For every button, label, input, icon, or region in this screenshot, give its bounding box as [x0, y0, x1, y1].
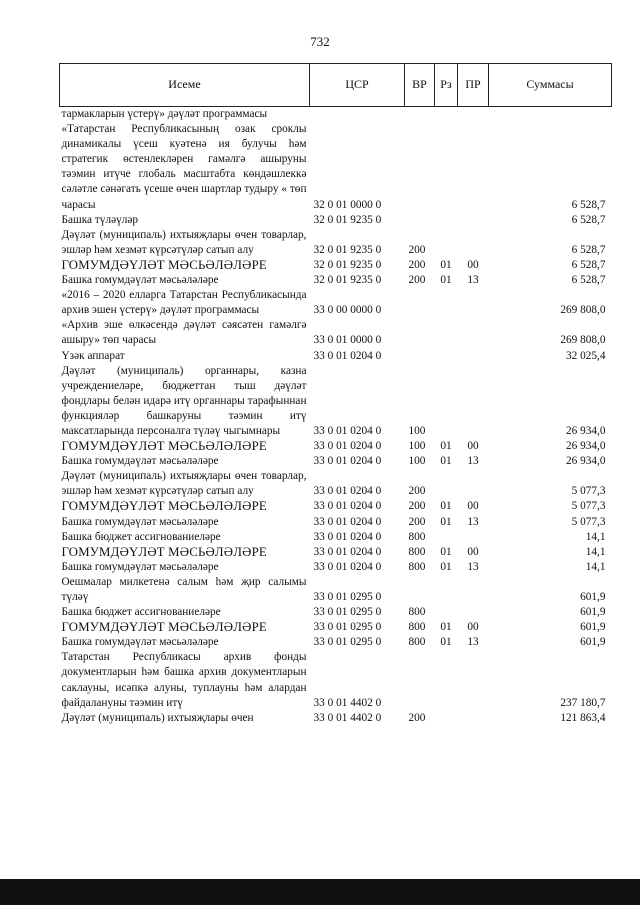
cell-rz: [435, 349, 458, 364]
cell-csr: 33 0 01 0204 0: [313, 515, 382, 528]
cell-csr: 33 0 01 4402 0: [313, 711, 382, 724]
cell-rz: [435, 288, 458, 318]
cell-vr: 200: [408, 243, 426, 256]
cell-csr: 33 0 01 0204 0: [313, 485, 382, 498]
cell-pr: 00: [467, 258, 479, 271]
cell-name: ГОМУМДӘҮЛӘТ МӘСЬӘЛӘЛӘРЕ: [61, 499, 267, 514]
cell-sum: 26 934,0: [565, 455, 606, 468]
cell-rz: [435, 213, 458, 228]
cell-name: Башка гомумдәүләт мәсьәләләре: [61, 560, 219, 573]
cell-sum: 121 863,4: [560, 711, 606, 724]
table-row: [60, 620, 612, 635]
cell-vr: [405, 318, 435, 348]
cell-name: Үзәк аппарат: [61, 349, 125, 362]
cell-name: ГОМУМДӘҮЛӘТ МӘСЬӘЛӘЛӘРЕ: [61, 257, 267, 272]
cell-name: Татарстан Республикасы архив фонды документларын һәм башка архив документларын саклауны, исәпкә алуны, туплауны һәм алардан файдалануны тәэмин итү: [61, 651, 307, 709]
cell-vr: 100: [408, 455, 426, 468]
cell-rz: [435, 107, 458, 123]
cell-rz: [435, 575, 458, 605]
cell-vr: [405, 650, 435, 710]
cell-sum: 5 077,3: [571, 515, 606, 528]
table-row: [60, 545, 612, 560]
cell-sum: 14,1: [585, 545, 606, 558]
cell-sum: 26 934,0: [565, 440, 606, 453]
cell-vr: 800: [408, 545, 426, 558]
cell-vr: 200: [408, 711, 426, 724]
cell-vr: 800: [408, 530, 426, 543]
cell-pr: [458, 228, 489, 258]
cell-vr: [405, 349, 435, 364]
cell-vr: 200: [408, 515, 426, 528]
cell-pr: 13: [467, 636, 479, 649]
cell-vr: [405, 213, 435, 228]
cell-sum: 6 528,7: [571, 274, 606, 287]
cell-csr: 32 0 01 9235 0: [313, 213, 382, 226]
cell-name: Оешмалар милкетенә салым һәм җир салымы түләү: [61, 575, 307, 603]
cell-rz: 01: [440, 636, 452, 649]
cell-name: «2016 – 2020 елларга Татарстан Республикасында архив эшен үстерү» дәүләт программасы: [61, 289, 307, 317]
cell-csr: 33 0 01 0204 0: [313, 440, 382, 453]
cell-vr: [405, 107, 435, 123]
cell-rz: 01: [440, 560, 452, 573]
cell-csr: 33 0 01 0295 0: [313, 636, 382, 649]
cell-pr: [458, 469, 489, 499]
cell-pr: [458, 364, 489, 439]
scan-bottom-edge: [0, 879, 640, 905]
cell-sum: 6 528,7: [571, 213, 606, 226]
table-row: [60, 454, 612, 469]
cell-csr: 33 0 01 0204 0: [313, 560, 382, 573]
cell-vr: 800: [408, 560, 426, 573]
cell-rz: 01: [440, 545, 452, 558]
table-row: [60, 530, 612, 545]
cell-pr: 13: [467, 560, 479, 573]
table-row: [60, 349, 612, 364]
cell-csr: 33 0 01 0204 0: [313, 500, 382, 513]
cell-rz: [435, 711, 458, 726]
budget-table: [59, 63, 612, 726]
cell-csr: [310, 107, 405, 123]
cell-pr: 00: [467, 440, 479, 453]
cell-vr: 100: [408, 440, 426, 453]
cell-vr: 800: [408, 621, 426, 634]
cell-sum: 14,1: [585, 530, 606, 543]
cell-vr: 200: [408, 274, 426, 287]
header-vr: ВР: [405, 64, 435, 107]
cell-csr: 33 0 01 0295 0: [313, 591, 382, 603]
cell-name: Башка түләүләр: [61, 213, 139, 226]
cell-sum: 32 025,4: [565, 349, 606, 362]
cell-sum: 6 528,7: [571, 243, 606, 256]
cell-name: Дәүләт (муниципаль) ихтыяҗлары өчен товарлар, эшләр һәм хезмәт күрсәтүләр сатып алу: [61, 228, 307, 256]
cell-name: тармакларын үстерү» дәүләт программасы: [61, 108, 268, 120]
cell-csr: 33 0 01 4402 0: [313, 696, 382, 709]
table-row: [60, 258, 612, 273]
table-header-row: [60, 64, 612, 107]
cell-pr: 00: [467, 545, 479, 558]
cell-csr: 32 0 01 0000 0: [313, 198, 382, 211]
cell-vr: 800: [408, 636, 426, 649]
cell-rz: 01: [440, 258, 452, 271]
table-row: [60, 288, 612, 318]
cell-rz: [435, 318, 458, 348]
table-row: [60, 650, 612, 710]
table-row: [60, 273, 612, 288]
cell-vr: [405, 288, 435, 318]
cell-pr: 00: [467, 500, 479, 513]
cell-vr: [405, 575, 435, 605]
cell-name: Дәүләт (муниципаль) органнары, казна учреждениеләре, бюджеттан тыш дәүләт фондлары белән идарә итү органнары тарафыннан функцияләр башкаруны тәэмин итү максатларында персоналга түләү чыгымнары: [61, 364, 307, 437]
table-row: [60, 213, 612, 228]
cell-sum: 6 528,7: [571, 258, 606, 271]
cell-vr: 800: [408, 606, 426, 619]
cell-pr: [458, 530, 489, 545]
cell-pr: 00: [467, 621, 479, 634]
cell-pr: 13: [467, 274, 479, 287]
cell-csr: 33 0 01 0204 0: [313, 349, 382, 362]
table-row: [60, 515, 612, 530]
header-sum: Суммасы: [489, 64, 612, 107]
table-row: [60, 605, 612, 620]
cell-rz: [435, 605, 458, 620]
cell-vr: 200: [408, 258, 426, 271]
cell-csr: 33 0 01 0204 0: [313, 455, 382, 468]
table-row: [60, 575, 612, 605]
cell-pr: [458, 605, 489, 620]
cell-csr: 33 0 01 0204 0: [313, 545, 382, 558]
cell-sum: 14,1: [585, 560, 606, 573]
table-row: [60, 122, 612, 213]
table-row: [60, 499, 612, 514]
cell-vr: 100: [408, 424, 426, 437]
table-row: [60, 560, 612, 575]
cell-rz: [435, 122, 458, 213]
cell-sum: 601,9: [580, 636, 606, 649]
table-row: [60, 228, 612, 258]
cell-name: Башка гомумдәүләт мәсьәләләре: [61, 636, 219, 649]
table-row: [60, 107, 612, 123]
cell-pr: [458, 711, 489, 726]
cell-name: Дәүләт (муниципаль) ихтыяҗлары өчен: [61, 711, 254, 724]
cell-name: «Татарстан Республикасының озак сроклы динамикалы үсеш куәтенә ия булучы һәм стратегик өстенлекләрен гамәлгә ашыруны тәэмин итүче глобаль масштабта көндәшлеккә сәләтле сәнәгать үсеше өчен шартлар тудыру « төп чарасы: [61, 123, 307, 211]
cell-pr: [458, 213, 489, 228]
cell-sum: 26 934,0: [565, 424, 606, 437]
cell-pr: 13: [467, 515, 479, 528]
cell-rz: 01: [440, 455, 452, 468]
cell-rz: [435, 650, 458, 710]
cell-csr: 32 0 01 9235 0: [313, 274, 382, 287]
cell-sum: 601,9: [580, 621, 606, 634]
cell-name: Башка гомумдәүләт мәсьәләләре: [61, 274, 219, 287]
cell-name: Дәүләт (муниципаль) ихтыяҗлары өчен товарлар, эшләр һәм хезмәт күрсәтүләр сатып алу: [61, 470, 307, 498]
header-pr: ПР: [458, 64, 489, 107]
cell-pr: [458, 318, 489, 348]
cell-pr: [458, 288, 489, 318]
table-row: [60, 469, 612, 499]
cell-csr: 33 0 01 0295 0: [313, 606, 382, 619]
cell-name: Башка бюджет ассигнованиеләре: [61, 606, 221, 619]
cell-pr: [458, 349, 489, 364]
cell-csr: 33 0 01 0295 0: [313, 621, 382, 634]
cell-csr: 33 0 01 0000 0: [313, 334, 382, 347]
cell-rz: 01: [440, 440, 452, 453]
page-number: 732: [310, 34, 330, 49]
cell-rz: 01: [440, 500, 452, 513]
cell-sum: 269 808,0: [560, 304, 606, 317]
cell-name: Башка бюджет ассигнованиеләре: [61, 530, 221, 543]
cell-csr: 32 0 01 9235 0: [313, 258, 382, 271]
table-row: [60, 318, 612, 348]
cell-rz: 01: [440, 621, 452, 634]
cell-rz: 01: [440, 515, 452, 528]
header-name: Исеме: [60, 64, 310, 107]
cell-name: Башка гомумдәүләт мәсьәләләре: [61, 455, 219, 468]
cell-sum: 601,9: [580, 606, 606, 619]
cell-name: «Архив эше өлкәсендә дәүләт сәясәтен гамәлгә ашыру» төп чарасы: [61, 319, 307, 347]
cell-name: ГОМУМДӘҮЛӘТ МӘСЬӘЛӘЛӘРЕ: [61, 544, 267, 559]
cell-name: ГОМУМДӘҮЛӘТ МӘСЬӘЛӘЛӘРЕ: [61, 439, 267, 454]
cell-vr: [405, 122, 435, 213]
cell-name: ГОМУМДӘҮЛӘТ МӘСЬӘЛӘЛӘРЕ: [61, 620, 267, 635]
cell-pr: [458, 650, 489, 710]
table-row: [60, 711, 612, 726]
cell-sum: 237 180,7: [560, 696, 606, 709]
cell-sum: 5 077,3: [571, 500, 606, 513]
cell-csr: 33 0 01 0204 0: [313, 424, 382, 437]
cell-pr: [458, 575, 489, 605]
header-csr: ЦСР: [310, 64, 405, 107]
cell-vr: 200: [408, 485, 426, 498]
table-row: [60, 439, 612, 454]
cell-pr: [458, 107, 489, 123]
cell-vr: 200: [408, 500, 426, 513]
cell-sum: 6 528,7: [571, 198, 606, 211]
table-row: [60, 364, 612, 439]
cell-rz: 01: [440, 274, 452, 287]
header-rz: Рз: [435, 64, 458, 107]
cell-csr: 33 0 01 0204 0: [313, 530, 382, 543]
cell-csr: 33 0 00 0000 0: [313, 304, 382, 317]
cell-csr: 32 0 01 9235 0: [313, 243, 382, 256]
cell-sum: [489, 107, 612, 123]
table-body: [60, 107, 612, 726]
table-row: [60, 635, 612, 650]
cell-rz: [435, 530, 458, 545]
cell-name: Башка гомумдәүләт мәсьәләләре: [61, 515, 219, 528]
cell-sum: 601,9: [580, 591, 606, 603]
cell-pr: 13: [467, 455, 479, 468]
cell-sum: 5 077,3: [571, 485, 606, 498]
cell-sum: 269 808,0: [560, 334, 606, 347]
cell-rz: [435, 228, 458, 258]
cell-rz: [435, 469, 458, 499]
cell-pr: [458, 122, 489, 213]
cell-rz: [435, 364, 458, 439]
